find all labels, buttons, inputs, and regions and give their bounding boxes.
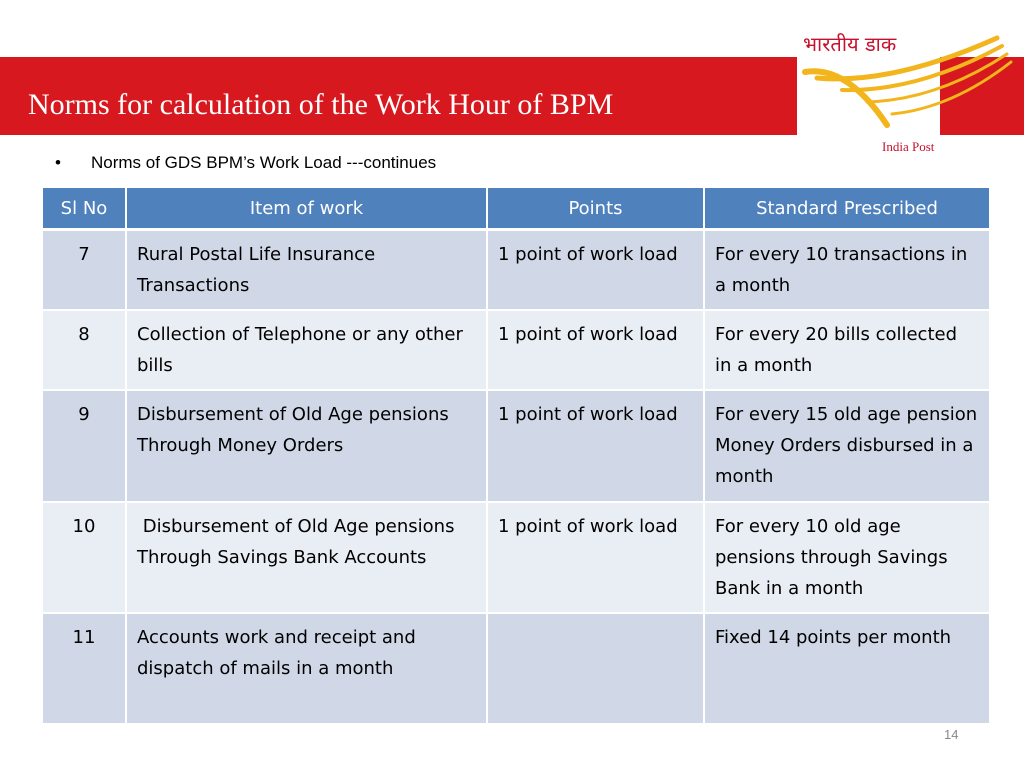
header-item-of-work: Item of work (126, 188, 487, 230)
table-row (43, 310, 990, 390)
cell-sl-no: 9 (43, 390, 126, 502)
cell-points (487, 613, 704, 724)
cell-standard: For every 10 transactions in a month (704, 230, 990, 311)
cell-item: Accounts work and receipt and dispatch of mails in a month (126, 613, 487, 724)
bullet-icon: • (55, 153, 61, 172)
cell-sl-no: 11 (43, 613, 126, 724)
cell-item: Disbursement of Old Age pensions Through Savings Bank Accounts (126, 502, 487, 613)
bullet-item (55, 153, 436, 173)
cell-sl-no: 8 (43, 310, 126, 390)
table-row (43, 390, 990, 502)
table-row (43, 502, 990, 613)
logo-hindi-text: भारतीय डाक (803, 32, 897, 56)
bullet-text: Norms of GDS BPM’s Work Load ---continues (91, 153, 437, 172)
header-sl-no: Sl No (43, 188, 126, 230)
cell-item: Rural Postal Life Insurance Transactions (126, 230, 487, 311)
logo-english-text: India Post (882, 139, 935, 154)
slide-title: Norms for calculation of the Work Hour of BPM (28, 88, 614, 121)
cell-standard: For every 20 bills collected in a month (704, 310, 990, 390)
cell-points: 1 point of work load (487, 310, 704, 390)
cell-points: 1 point of work load (487, 502, 704, 613)
table-header-row (43, 188, 990, 230)
cell-points: 1 point of work load (487, 230, 704, 311)
cell-item: Disbursement of Old Age pensions Through Money Orders (126, 390, 487, 502)
cell-standard: Fixed 14 points per month (704, 613, 990, 724)
table-row (43, 613, 990, 724)
table-row (43, 230, 990, 311)
cell-sl-no: 10 (43, 502, 126, 613)
header-points: Points (487, 188, 704, 230)
header-standard-prescribed: Standard Prescribed (704, 188, 990, 230)
page-number: 14 (944, 727, 959, 742)
cell-standard: For every 15 old age pension Money Orders disbursed in a month (704, 390, 990, 502)
work-norms-table (43, 188, 991, 725)
cell-item: Collection of Telephone or any other bills (126, 310, 487, 390)
cell-sl-no: 7 (43, 230, 126, 311)
cell-standard: For every 10 old age pensions through Savings Bank in a month (704, 502, 990, 613)
cell-points: 1 point of work load (487, 390, 704, 502)
